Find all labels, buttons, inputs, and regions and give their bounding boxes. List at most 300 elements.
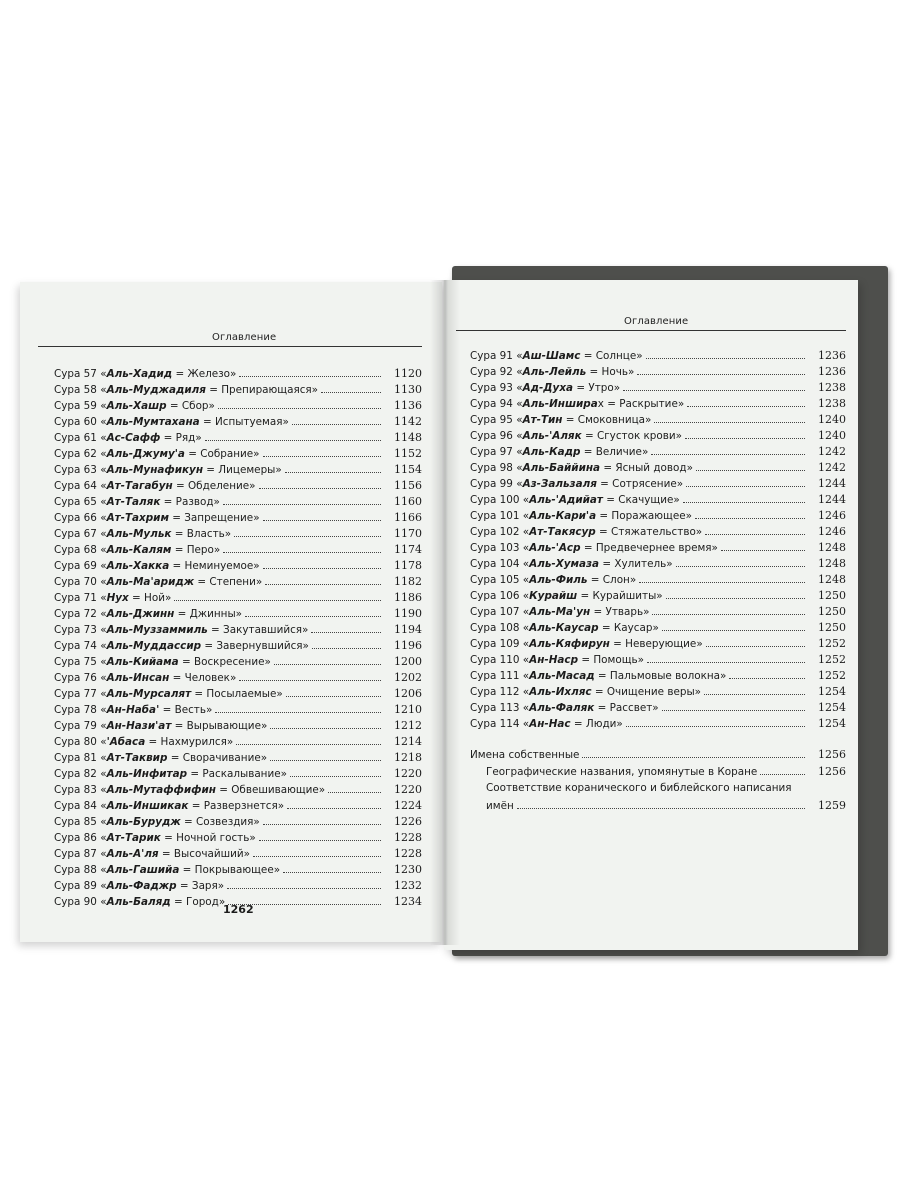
sura-translation: = Железо» bbox=[172, 368, 237, 380]
toc-entry-title bbox=[54, 414, 289, 430]
toc-entry-title bbox=[470, 460, 693, 476]
sura-name: Ан-Нази'ат bbox=[106, 720, 172, 732]
sura-name: Аль-Фаджр bbox=[106, 880, 177, 892]
dot-leader bbox=[274, 664, 381, 665]
toc-entry bbox=[470, 348, 846, 364]
sura-translation: = Ночной гость» bbox=[160, 832, 256, 844]
dot-leader bbox=[637, 374, 805, 375]
sura-name: Аль-Мунафикун bbox=[106, 464, 203, 476]
toc-page-number: 1238 bbox=[818, 381, 846, 394]
sura-translation: = Каусар» bbox=[598, 622, 659, 634]
dot-leader bbox=[234, 536, 381, 537]
sura-translation: = Лицемеры» bbox=[203, 464, 282, 476]
toc-entry-title bbox=[54, 862, 280, 878]
dot-leader bbox=[263, 824, 381, 825]
sura-number: Сура 98 « bbox=[470, 462, 523, 474]
dot-leader bbox=[286, 696, 381, 697]
sura-number: Сура 81 « bbox=[54, 752, 107, 764]
sura-name: Нух bbox=[106, 592, 129, 604]
sura-name: Аль-Фаляк bbox=[529, 702, 595, 714]
sura-number: Сура 90 « bbox=[54, 896, 107, 908]
sura-name: Аль-Инсан bbox=[106, 672, 170, 684]
toc-entry bbox=[54, 430, 422, 446]
toc-page-number: 1166 bbox=[394, 511, 422, 524]
sura-number: Сура 89 « bbox=[54, 880, 107, 892]
sura-number: Сура 91 « bbox=[470, 350, 523, 362]
dot-leader bbox=[239, 680, 381, 681]
sura-number: Сура 76 « bbox=[54, 672, 107, 684]
correspondence-page: 1259 bbox=[818, 799, 846, 812]
sura-name: Аль-Хумаза bbox=[529, 558, 600, 570]
toc-entry bbox=[54, 878, 422, 894]
toc-entry-title bbox=[54, 398, 215, 414]
toc-entry-title bbox=[54, 782, 325, 798]
sura-name: Аль-Муджадиля bbox=[106, 384, 206, 396]
sura-number: Сура 106 « bbox=[470, 590, 530, 602]
sura-number: Сура 86 « bbox=[54, 832, 107, 844]
toc-page-number: 1244 bbox=[818, 493, 846, 506]
toc-page-number: 1234 bbox=[394, 895, 422, 908]
toc-entry-title bbox=[470, 524, 702, 540]
toc-entry-title bbox=[54, 366, 236, 382]
sura-number: Сура 94 « bbox=[470, 398, 523, 410]
dot-leader bbox=[721, 550, 805, 551]
sura-name: Аль-Мутаффифин bbox=[106, 784, 216, 796]
sura-name: Аль-Бурудж bbox=[106, 816, 181, 828]
names-title-row bbox=[470, 746, 846, 763]
toc-entry-title bbox=[54, 702, 212, 718]
sura-name: Аз-Зальзаля bbox=[522, 478, 597, 490]
toc-entry-title bbox=[54, 894, 225, 910]
toc-entry bbox=[54, 670, 422, 686]
sura-translation: = Ночь» bbox=[586, 366, 635, 378]
toc-entry-title bbox=[470, 700, 659, 716]
toc-page-number: 1254 bbox=[818, 717, 846, 730]
toc-entry bbox=[470, 492, 846, 508]
toc-page-number: 1232 bbox=[394, 879, 422, 892]
sura-number: Сура 100 « bbox=[470, 494, 530, 506]
toc-entry bbox=[54, 366, 422, 382]
toc-entry-title bbox=[470, 572, 636, 588]
dot-leader bbox=[259, 488, 382, 489]
toc-entry bbox=[470, 428, 846, 444]
toc-entry-title bbox=[470, 668, 726, 684]
toc-entry bbox=[470, 540, 846, 556]
sura-translation: = Солнце» bbox=[580, 350, 643, 362]
right-header-rule bbox=[456, 330, 846, 331]
dot-leader bbox=[686, 486, 805, 487]
toc-page-number: 1200 bbox=[394, 655, 422, 668]
toc-page-number: 1254 bbox=[818, 685, 846, 698]
toc-entry bbox=[54, 590, 422, 606]
sura-translation: = Вырывающие» bbox=[171, 720, 268, 732]
sura-translation: = Величие» bbox=[580, 446, 649, 458]
dot-leader bbox=[312, 648, 381, 649]
sura-name: Аль-Гашийа bbox=[106, 864, 180, 876]
dot-leader bbox=[205, 440, 381, 441]
toc-page-number: 1250 bbox=[818, 605, 846, 618]
sura-name: Аль-Джинн bbox=[106, 608, 175, 620]
toc-entry bbox=[54, 830, 422, 846]
toc-entry bbox=[54, 462, 422, 478]
sura-name: Аль-'Адийат bbox=[529, 494, 603, 506]
sura-name: Аль-Муззаммиль bbox=[106, 624, 208, 636]
toc-entry-title bbox=[54, 510, 260, 526]
toc-entry bbox=[470, 572, 846, 588]
toc-entry-title bbox=[54, 734, 233, 750]
toc-entry-title bbox=[470, 636, 703, 652]
left-page-header: Оглавление bbox=[212, 332, 277, 343]
toc-entry bbox=[54, 398, 422, 414]
sura-translation: = Нахмурился» bbox=[145, 736, 234, 748]
dot-leader bbox=[582, 757, 805, 758]
toc-page-number: 1242 bbox=[818, 445, 846, 458]
toc-entry-title bbox=[54, 814, 260, 830]
dot-leader bbox=[704, 694, 805, 695]
dot-leader bbox=[283, 872, 381, 873]
dot-leader bbox=[263, 568, 381, 569]
toc-entry-title bbox=[54, 830, 256, 846]
toc-page-number: 1250 bbox=[818, 589, 846, 602]
sura-name: Аль-Баляд bbox=[106, 896, 171, 908]
correspondence-label-line2: имён bbox=[486, 800, 514, 812]
toc-page-number: 1244 bbox=[818, 477, 846, 490]
dot-leader bbox=[683, 502, 805, 503]
sura-number: Сура 57 « bbox=[54, 368, 107, 380]
left-page bbox=[20, 282, 442, 942]
dot-leader bbox=[223, 552, 381, 553]
toc-entry-title bbox=[470, 588, 663, 604]
toc-entry-title bbox=[54, 558, 260, 574]
sura-number: Сура 77 « bbox=[54, 688, 107, 700]
sura-translation: = Высочайший» bbox=[158, 848, 250, 860]
toc-entry bbox=[470, 412, 846, 428]
toc-entry-title bbox=[54, 462, 282, 478]
sura-translation: = Посылаемые» bbox=[191, 688, 283, 700]
sura-number: Сура 78 « bbox=[54, 704, 107, 716]
toc-entry-title bbox=[54, 446, 260, 462]
sura-number: Сура 66 « bbox=[54, 512, 107, 524]
sura-name: Аль-Мумтахана bbox=[106, 416, 200, 428]
correspondence-label-line1: Соответствие коранического и библейского написания bbox=[486, 782, 792, 794]
toc-page-number: 1202 bbox=[394, 671, 422, 684]
toc-entry-title bbox=[54, 478, 256, 494]
correspondence-row-2 bbox=[470, 797, 846, 814]
left-toc-list bbox=[54, 366, 422, 910]
proper-names-section bbox=[470, 746, 846, 814]
sura-number: Сура 107 « bbox=[470, 606, 530, 618]
geo-names-row bbox=[470, 763, 846, 780]
sura-translation: = Очищение веры» bbox=[591, 686, 702, 698]
sura-translation: = Ной» bbox=[128, 592, 172, 604]
toc-page-number: 1218 bbox=[394, 751, 422, 764]
sura-name: Аль-Иншикак bbox=[106, 800, 189, 812]
dot-leader bbox=[687, 406, 805, 407]
toc-page-number: 1236 bbox=[818, 349, 846, 362]
toc-entry-title bbox=[470, 556, 673, 572]
sura-number: Сура 96 « bbox=[470, 430, 523, 442]
toc-entry bbox=[470, 652, 846, 668]
toc-entry-title bbox=[54, 574, 262, 590]
sura-translation: = Поражающее» bbox=[596, 510, 692, 522]
toc-entry bbox=[54, 558, 422, 574]
geo-names-label: Географические названия, упомянутые в Коране bbox=[486, 766, 758, 778]
toc-entry bbox=[54, 638, 422, 654]
toc-entry-title bbox=[54, 494, 220, 510]
sura-name: Аль-'Аср bbox=[529, 542, 581, 554]
toc-entry bbox=[54, 446, 422, 462]
sura-name: Аль-Каусар bbox=[529, 622, 599, 634]
sura-name: Аль-Джуму'а bbox=[106, 448, 185, 460]
names-title-page: 1256 bbox=[818, 748, 846, 761]
sura-translation: = Ряд» bbox=[160, 432, 202, 444]
sura-number: Сура 60 « bbox=[54, 416, 107, 428]
toc-page-number: 1160 bbox=[394, 495, 422, 508]
sura-number: Сура 70 « bbox=[54, 576, 107, 588]
sura-translation: = Раскалывание» bbox=[187, 768, 287, 780]
sura-translation: = Смоковница» bbox=[562, 414, 652, 426]
sura-number: Сура 69 « bbox=[54, 560, 107, 572]
sura-number: Сура 64 « bbox=[54, 480, 107, 492]
dot-leader bbox=[218, 408, 381, 409]
toc-entry bbox=[470, 700, 846, 716]
sura-number: Сура 71 « bbox=[54, 592, 107, 604]
right-toc-list bbox=[470, 348, 846, 732]
sura-number: Сура 109 « bbox=[470, 638, 530, 650]
sura-number: Сура 85 « bbox=[54, 816, 107, 828]
toc-entry bbox=[54, 846, 422, 862]
sura-translation: х = Раскрытие» bbox=[597, 398, 685, 410]
sura-number: Сура 59 « bbox=[54, 400, 107, 412]
toc-entry-title bbox=[470, 428, 682, 444]
left-header-rule bbox=[38, 346, 422, 347]
toc-entry bbox=[470, 524, 846, 540]
dot-leader bbox=[662, 630, 805, 631]
sura-translation: = Обвешивающие» bbox=[215, 784, 326, 796]
toc-entry bbox=[470, 396, 846, 412]
toc-page-number: 1190 bbox=[394, 607, 422, 620]
toc-entry-title bbox=[470, 684, 701, 700]
toc-entry bbox=[54, 542, 422, 558]
toc-page-number: 1142 bbox=[394, 415, 422, 428]
toc-page-number: 1248 bbox=[818, 557, 846, 570]
dot-leader bbox=[311, 632, 381, 633]
toc-entry bbox=[54, 510, 422, 526]
toc-entry-title bbox=[54, 382, 318, 398]
sura-translation: = Собрание» bbox=[184, 448, 260, 460]
toc-page-number: 1212 bbox=[394, 719, 422, 732]
toc-entry bbox=[54, 798, 422, 814]
toc-entry bbox=[54, 478, 422, 494]
sura-name: Аль-Иншира bbox=[522, 398, 598, 410]
dot-leader bbox=[626, 726, 805, 727]
sura-name: Ан-Наср bbox=[529, 654, 579, 666]
sura-translation: = Курайшиты» bbox=[577, 590, 663, 602]
toc-entry-title bbox=[470, 716, 623, 732]
dot-leader bbox=[666, 598, 805, 599]
toc-page-number: 1178 bbox=[394, 559, 422, 572]
sura-translation: = Ясный довод» bbox=[600, 462, 693, 474]
dot-leader bbox=[285, 472, 381, 473]
sura-name: Ан-Наба' bbox=[106, 704, 160, 716]
sura-translation: = Закутавшийся» bbox=[207, 624, 309, 636]
sura-number: Сура 75 « bbox=[54, 656, 107, 668]
sura-translation: = Скачущие» bbox=[602, 494, 680, 506]
sura-number: Сура 74 « bbox=[54, 640, 107, 652]
sura-translation: = Слон» bbox=[587, 574, 637, 586]
sura-name: Аль-Кяфирун bbox=[529, 638, 610, 650]
toc-page-number: 1196 bbox=[394, 639, 422, 652]
sura-number: Сура 73 « bbox=[54, 624, 107, 636]
toc-entry-title bbox=[54, 654, 271, 670]
sura-translation: = Рассвет» bbox=[594, 702, 659, 714]
sura-number: Сура 80 « bbox=[54, 736, 107, 748]
toc-page-number: 1186 bbox=[394, 591, 422, 604]
dot-leader bbox=[287, 808, 381, 809]
sura-number: Сура 101 « bbox=[470, 510, 530, 522]
geo-names-page: 1256 bbox=[818, 765, 846, 778]
toc-entry-title bbox=[470, 604, 649, 620]
toc-entry-title bbox=[470, 396, 684, 412]
toc-page-number: 1194 bbox=[394, 623, 422, 636]
page-number: 1262 bbox=[223, 903, 254, 916]
toc-page-number: 1148 bbox=[394, 431, 422, 444]
toc-entry bbox=[470, 716, 846, 732]
sura-name: Аль-Ма'ун bbox=[529, 606, 591, 618]
sura-name: Аль-Ма'аридж bbox=[106, 576, 195, 588]
toc-entry-title bbox=[54, 638, 309, 654]
toc-page-number: 1120 bbox=[394, 367, 422, 380]
sura-number: Сура 97 « bbox=[470, 446, 523, 458]
toc-page-number: 1238 bbox=[818, 397, 846, 410]
toc-page-number: 1252 bbox=[818, 669, 846, 682]
toc-page-number: 1230 bbox=[394, 863, 422, 876]
sura-translation: = Утро» bbox=[573, 382, 621, 394]
toc-entry-title bbox=[470, 380, 620, 396]
dot-leader bbox=[292, 424, 381, 425]
toc-page-number: 1240 bbox=[818, 413, 846, 426]
toc-entry bbox=[470, 380, 846, 396]
sura-name: Ад-Духа bbox=[522, 382, 574, 394]
sura-translation: = Обделение» bbox=[172, 480, 256, 492]
sura-number: Сура 79 « bbox=[54, 720, 107, 732]
dot-leader bbox=[223, 504, 381, 505]
toc-entry bbox=[54, 750, 422, 766]
dot-leader bbox=[174, 600, 381, 601]
toc-page-number: 1240 bbox=[818, 429, 846, 442]
sura-translation: = Испытуемая» bbox=[199, 416, 289, 428]
sura-number: Сура 83 « bbox=[54, 784, 107, 796]
toc-page-number: 1210 bbox=[394, 703, 422, 716]
sura-translation: = Помощь» bbox=[578, 654, 644, 666]
toc-entry bbox=[54, 654, 422, 670]
toc-page-number: 1254 bbox=[818, 701, 846, 714]
toc-page-number: 1250 bbox=[818, 621, 846, 634]
dot-leader bbox=[760, 774, 805, 775]
dot-leader bbox=[263, 520, 381, 521]
sura-name: Ас-Сафф bbox=[106, 432, 161, 444]
dot-leader bbox=[517, 808, 805, 809]
toc-entry bbox=[54, 382, 422, 398]
sura-translation: = Люди» bbox=[570, 718, 623, 730]
sura-number: Сура 87 « bbox=[54, 848, 107, 860]
toc-page-number: 1174 bbox=[394, 543, 422, 556]
toc-entry bbox=[54, 526, 422, 542]
sura-number: Сура 108 « bbox=[470, 622, 530, 634]
dot-leader bbox=[270, 728, 381, 729]
toc-entry bbox=[470, 364, 846, 380]
sura-translation: = Человек» bbox=[169, 672, 237, 684]
sura-number: Сура 112 « bbox=[470, 686, 530, 698]
right-page bbox=[444, 280, 858, 950]
sura-name: Аш-Шамс bbox=[522, 350, 581, 362]
sura-name: Ат-Тарик bbox=[106, 832, 161, 844]
dot-leader bbox=[623, 390, 805, 391]
dot-leader bbox=[236, 744, 381, 745]
sura-translation: = Пальмовые волокна» bbox=[594, 670, 727, 682]
sura-number: Сура 105 « bbox=[470, 574, 530, 586]
sura-number: Сура 110 « bbox=[470, 654, 530, 666]
toc-entry bbox=[54, 606, 422, 622]
dot-leader bbox=[328, 792, 381, 793]
toc-entry bbox=[54, 494, 422, 510]
sura-translation: = Разверзнется» bbox=[188, 800, 285, 812]
toc-entry-title bbox=[54, 622, 308, 638]
names-title: Имена собственные bbox=[470, 749, 580, 761]
sura-translation: = Воскресение» bbox=[178, 656, 271, 668]
dot-leader bbox=[695, 518, 805, 519]
toc-page-number: 1228 bbox=[394, 831, 422, 844]
sura-translation: = Завернувшийся» bbox=[201, 640, 309, 652]
sura-name: Аль-А'ля bbox=[106, 848, 159, 860]
sura-translation: = Развод» bbox=[160, 496, 220, 508]
sura-name: Ат-Такясур bbox=[529, 526, 596, 538]
toc-page-number: 1226 bbox=[394, 815, 422, 828]
dot-leader bbox=[215, 712, 381, 713]
sura-name: Аль-Хадид bbox=[106, 368, 173, 380]
toc-entry bbox=[470, 668, 846, 684]
sura-name: Аль-Филь bbox=[529, 574, 588, 586]
toc-entry-title bbox=[54, 606, 242, 622]
toc-entry bbox=[470, 476, 846, 492]
sura-translation: = Запрещение» bbox=[168, 512, 260, 524]
dot-leader bbox=[654, 422, 805, 423]
dot-leader bbox=[263, 456, 381, 457]
toc-entry bbox=[470, 604, 846, 620]
toc-entry-title bbox=[470, 444, 648, 460]
sura-number: Сура 104 « bbox=[470, 558, 530, 570]
toc-entry-title bbox=[54, 590, 171, 606]
dot-leader bbox=[253, 856, 381, 857]
sura-name: Ат-Тахрим bbox=[106, 512, 169, 524]
toc-entry-title bbox=[54, 430, 202, 446]
toc-entry bbox=[470, 620, 846, 636]
toc-page-number: 1154 bbox=[394, 463, 422, 476]
toc-entry bbox=[54, 814, 422, 830]
dot-leader bbox=[639, 582, 805, 583]
sura-number: Сура 72 « bbox=[54, 608, 107, 620]
sura-name: Аль-Лейль bbox=[522, 366, 587, 378]
sura-number: Сура 62 « bbox=[54, 448, 107, 460]
sura-translation: = Сбор» bbox=[166, 400, 215, 412]
sura-translation: = Сворачивание» bbox=[167, 752, 268, 764]
sura-translation: = Неверующие» bbox=[609, 638, 703, 650]
toc-page-number: 1214 bbox=[394, 735, 422, 748]
sura-name: Ат-Тин bbox=[522, 414, 563, 426]
toc-entry-title bbox=[470, 492, 680, 508]
toc-page-number: 1152 bbox=[394, 447, 422, 460]
correspondence-row-1 bbox=[470, 780, 846, 797]
